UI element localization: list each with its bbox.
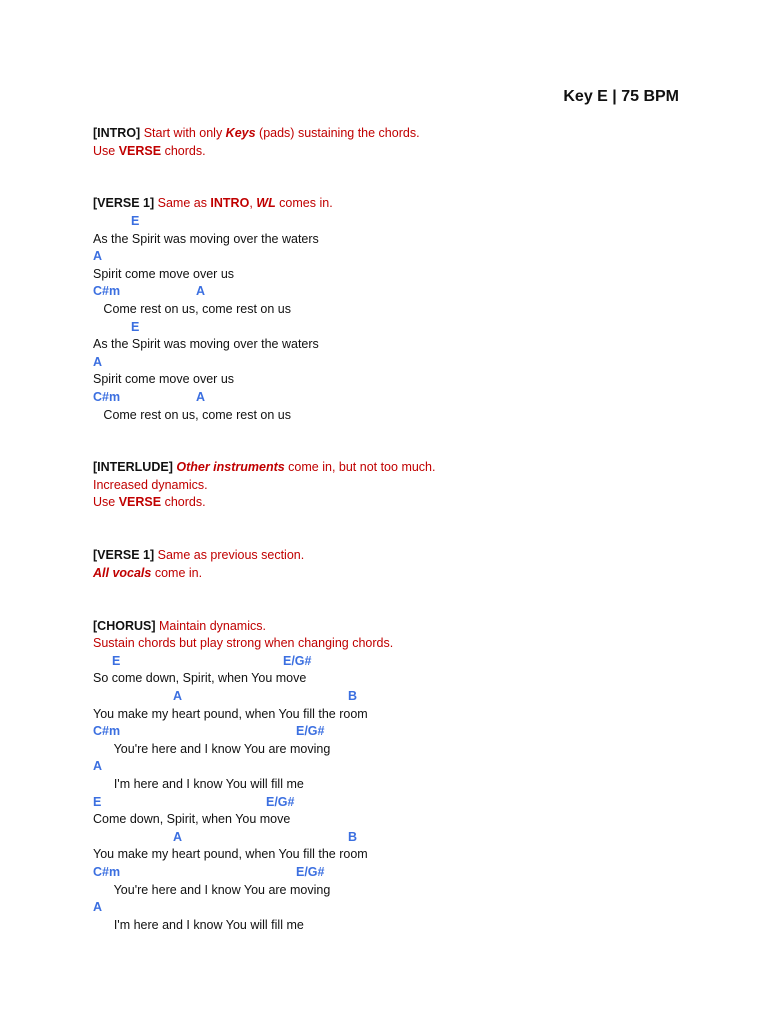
chord: B [348, 829, 358, 844]
chord: E/G# [296, 724, 325, 739]
chorus-note-2: Sustain chords but play strong when changing chords. [93, 636, 394, 651]
song-content [93, 125, 713, 934]
intro-note-chords: chords. [161, 143, 206, 158]
chord-line [93, 864, 713, 882]
intro-note-c: (pads) sustaining the chords. [255, 126, 420, 140]
chord: A [173, 829, 183, 844]
chord: E/G# [266, 794, 295, 809]
chord-line [93, 723, 713, 741]
chord-line [93, 688, 713, 706]
lyric-line: Spirit come move over us [93, 266, 235, 281]
chord: A [173, 689, 183, 703]
interlude-note-c: come in, but not too much. [284, 460, 436, 475]
verse1-note-comma: , [249, 196, 257, 211]
chord-line [93, 653, 713, 671]
chord-line [93, 319, 713, 337]
lyric-line: Spirit come move over us [93, 372, 235, 387]
verse1b-note-2 [93, 565, 713, 583]
chord-line [93, 283, 713, 301]
lyric-line: I'm here and I know You will fill me [93, 917, 304, 932]
lyric-line: You're here and I know You are moving [93, 741, 331, 756]
chord-line [93, 354, 713, 372]
verse1-label: [VERSE 1] [93, 196, 155, 211]
chord: B [348, 689, 358, 703]
lyric-line: You make my heart pound, when You fill the room [93, 706, 368, 721]
verse1b-header [93, 547, 713, 565]
chord-line [93, 829, 713, 847]
chord: E/G# [283, 653, 312, 668]
lyric-line: You make my heart pound, when You fill the room [93, 847, 368, 862]
chord: E [93, 794, 102, 809]
chord-line [93, 213, 713, 231]
lyric-line: Come down, Spirit, when You move [93, 812, 291, 827]
chord-line [93, 389, 713, 407]
chord: A [93, 354, 103, 369]
chord: A [93, 249, 103, 264]
chord-line [93, 794, 713, 812]
chord: A [196, 389, 206, 404]
verse1-note-a: Same as [154, 196, 211, 211]
interlude-note-chords: chords. [161, 495, 206, 510]
chord: A [93, 759, 103, 774]
lyric-line: As the Spirit was moving over the waters [93, 337, 319, 352]
interlude-note-use: Use [93, 495, 119, 510]
verse1b-label: [VERSE 1] [93, 548, 155, 563]
verse1b-note-comein: come in. [151, 565, 203, 580]
chord-line [93, 899, 713, 917]
intro-note-keys: Keys [225, 126, 256, 140]
interlude-header [93, 459, 713, 477]
interlude-note-3 [93, 494, 713, 512]
verse1-header [93, 195, 713, 213]
lyric-line: I'm here and I know You will fill me [93, 776, 304, 791]
chord-line [93, 758, 713, 776]
interlude-label: [INTERLUDE] [93, 460, 173, 475]
interlude-note-2: Increased dynamics. [93, 477, 208, 492]
intro-note-a: Start with only [140, 126, 226, 140]
interlude-note-verse: VERSE [118, 495, 162, 510]
lyric-line: Come rest on us, come rest on us [93, 407, 291, 422]
verse1-note-intro: INTRO [210, 196, 250, 211]
lyric-line: Come rest on us, come rest on us [93, 301, 291, 316]
verse1-note-e: comes in. [275, 196, 333, 211]
chord: E [131, 213, 140, 228]
chord: E [131, 319, 140, 334]
intro-note-verse: VERSE [118, 143, 162, 158]
chord: E/G# [296, 864, 325, 879]
chord: A [196, 284, 206, 299]
verse1b-note: Same as previous section. [154, 548, 305, 563]
intro-label: [INTRO] [93, 126, 141, 140]
intro-line-1 [93, 125, 713, 143]
intro-line-2 [93, 143, 713, 161]
intro-note-use: Use [93, 143, 119, 158]
verse1b-note-vocals: All vocals [93, 565, 152, 580]
chorus-note-1: Maintain dynamics. [155, 618, 266, 633]
chord: E [112, 653, 121, 668]
chord-line [93, 248, 713, 266]
chord: C#m [93, 864, 121, 879]
verse1-note-wl: WL [256, 196, 276, 211]
lyric-line: So come down, Spirit, when You move [93, 671, 307, 686]
key-bpm-header: Key E | 75 BPM [563, 88, 679, 105]
lyric-line: As the Spirit was moving over the waters [93, 231, 319, 246]
chord: C#m [93, 389, 121, 404]
chorus-label: [CHORUS] [93, 618, 156, 633]
chord: C#m [93, 724, 121, 739]
chord: C#m [93, 284, 121, 299]
lyric-line: You're here and I know You are moving [93, 882, 331, 897]
chord: A [93, 900, 103, 915]
chorus-header [93, 618, 713, 636]
interlude-note-other: Other instruments [176, 460, 285, 475]
